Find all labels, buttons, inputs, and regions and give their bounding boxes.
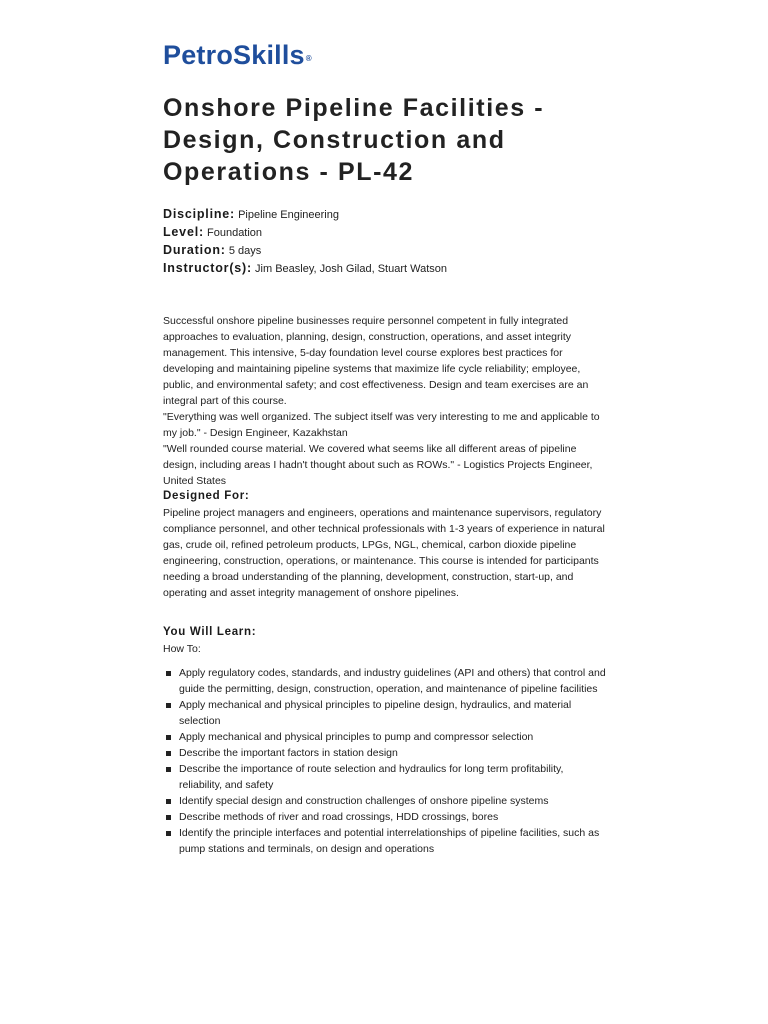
meta-key: Instructor(s):	[163, 261, 252, 275]
list-item	[163, 825, 608, 857]
list-item	[163, 745, 608, 761]
course-title: Onshore Pipeline Facilities - Design, Construction and Operations - PL-42	[163, 94, 545, 186]
square-bullet-icon	[166, 671, 171, 676]
meta-duration	[163, 242, 608, 260]
list-item	[163, 809, 608, 825]
meta-key: Level:	[163, 225, 204, 239]
you-will-learn-section	[163, 625, 608, 857]
list-item-text: Describe the importance of route selection and hydraulics for long term profitability, reliability, and safety	[179, 763, 564, 791]
petroskills-logo	[163, 40, 608, 70]
meta-value: Pipeline Engineering	[238, 209, 339, 221]
meta-value: 5 days	[228, 245, 262, 257]
course-meta	[163, 206, 608, 278]
registered-mark: ®	[305, 54, 312, 63]
section-heading: You Will Learn:	[163, 626, 257, 638]
list-item	[163, 729, 608, 745]
learning-objectives-list	[163, 665, 608, 857]
list-item	[163, 665, 608, 697]
meta-instructors	[163, 260, 608, 278]
meta-value: Jim Beasley, Josh Gilad, Stuart Watson	[255, 263, 448, 275]
square-bullet-icon	[166, 815, 171, 820]
testimonial-quote: "Well rounded course material. We covered what seems like all different areas of pipeline design, including areas I hadn't thought about such as ROWs." - Logistics Projects Engineer, United States	[163, 443, 593, 487]
list-item-text: Identify the principle interfaces and potential interrelationships of pipeline facilities, such as pump stations and terminals, on design and operations	[179, 827, 600, 855]
list-item-text: Describe methods of river and road crossings, HDD crossings, bores	[179, 811, 499, 823]
meta-level	[163, 224, 608, 242]
meta-key: Duration:	[163, 243, 226, 257]
list-item-text: Apply mechanical and physical principles to pump and compressor selection	[179, 731, 534, 743]
list-item-text: Apply regulatory codes, standards, and industry guidelines (API and others) that control and guide the permitting, design, construction, operation, and maintenance of pipeline facilities	[179, 667, 606, 695]
square-bullet-icon	[166, 799, 171, 804]
list-item	[163, 761, 608, 793]
designed-for-section	[163, 489, 608, 601]
square-bullet-icon	[166, 831, 171, 836]
list-item-text: Identify special design and construction challenges of onshore pipeline systems	[179, 795, 549, 807]
designed-for-text: Pipeline project managers and engineers, operations and maintenance supervisors, regulatory compliance personnel, and other technical professionals with 1-3 years of experience in natural gas, crude oil, refined petroleum products, LPGs, NGL, chemical, carbon dioxide pipeline engineering, construction, operations, or maintenance. This course is intended for participants needing a broad understanding of the planning, development, construction, start-up, and operating and asset integrity management of onshore pipelines.	[163, 507, 605, 599]
square-bullet-icon	[166, 767, 171, 772]
meta-discipline	[163, 206, 608, 224]
logo-text: PetroSkills	[163, 40, 305, 70]
list-item-text: Describe the important factors in station design	[179, 747, 398, 759]
square-bullet-icon	[166, 751, 171, 756]
list-item	[163, 697, 608, 729]
square-bullet-icon	[166, 703, 171, 708]
square-bullet-icon	[166, 735, 171, 740]
testimonial-quote: "Everything was well organized. The subject itself was very interesting to me and applicable to my job." - Design Engineer, Kazakhstan	[163, 411, 600, 439]
course-page	[163, 40, 608, 857]
how-to-intro: How To:	[163, 643, 201, 655]
list-item	[163, 793, 608, 809]
section-heading: Designed For:	[163, 490, 250, 502]
course-description: Successful onshore pipeline businesses require personnel competent in fully integrated approaches to evaluation, planning, design, construction, operations, and asset integrity management. This intensive, 5-day foundation level course explores best practices for developing and maintaining pipeline systems that maximize life cycle reliability; employee, public, and environmental safety; and cost effectiveness. Design and team exercises are an integral part of this course.	[163, 315, 589, 407]
meta-key: Discipline:	[163, 207, 236, 221]
list-item-text: Apply mechanical and physical principles to pipeline design, hydraulics, and material selection	[179, 699, 572, 727]
meta-value: Foundation	[207, 227, 263, 239]
